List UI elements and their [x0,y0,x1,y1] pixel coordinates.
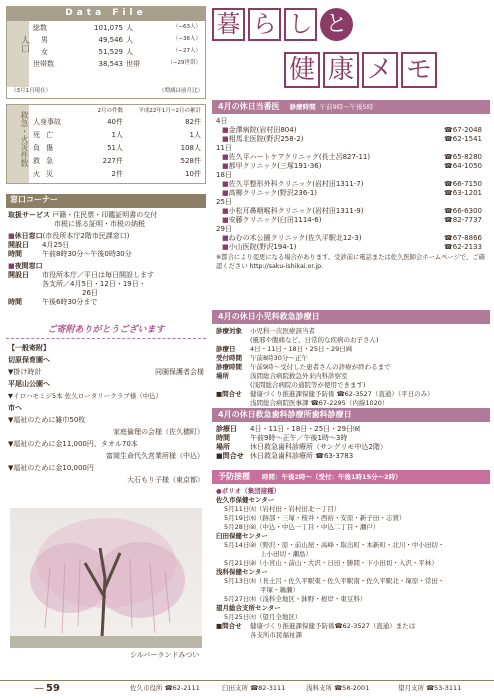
table-row: 総数 101,075 人 （−63人） [33,24,201,32]
page-number: 59 [46,683,60,694]
cherry-tree-photo [10,508,202,648]
note-right: （増減は前月比） [158,88,203,94]
vaccination-section: 予防接種 時間：午後2時〜（受付：午後1時15分〜2時） ●ポリオ（集団接種） 佐久市保健センター 5月11日㈫（岩村田・岩村田北一丁目） 5月19日㈬（跡部・三塚・桜井・西裕・安原・新子田・志賀） 5月28日㈮（中込・中込一丁目・中込二丁目・瀬戸） 臼田保健センター 5月14日㈮（野沢・原・前山屋・高峰・取出町・本新町・北川・中小田切・ 上小田切・瀬島） 5月21日㈮（小宮山・前山・大沢・日田・勝間・下小田切・入沢・平林） 浅科保健センター 5月13日㈭（長土呂・佐久平駅東・佐久平駅南・佐久平駅北・塚原・常田・ 平塚・鵜瀬） 5月27日㈭（浅科全地区・鉢野・根岸・東豆科） 望月総合支所センター 5月25日㈫（望月全地区） ■問合せ 健康づくり推進課保健予防係☎62-3527（直通）または 各支所市民福祉課 [212,470,490,643]
table-row: 救急 227件 528件 [33,157,201,165]
list-item: ▼掛け時計 同園保護者会様 [8,368,204,376]
night-window-title: 夜間窓口 [14,262,43,270]
window-corner-title: 窓口コーナー [6,194,206,208]
pediatric-section: 4月の休日小児科救急診療日 診療対象 小児科一次医療該当者 (風邪や腹痛など、日常的な疾病のお子さん) 診療日 4日・11日・18日・25日・29日㈷ 受付時間 午前8時30分〜正午 診療時間 午前9時〜受付した患者さんの診療が終わるまで 場所 浅間総合病院救急外来内科診察室 (浅間総合病院の通院等が使用できます) ■問合せ 健康づくり推進課保健予防係 ☎62-3527（直通）（平日のみ） 浅間総合病院医事課 ☎67-2295（内線1020） [212,310,490,411]
dental-title: 4月の休日救急歯科診療所歯科診療日 [212,408,490,422]
pediatric-title: 4月の休日小児科救急診療日 [212,310,490,324]
table-row: 人身事故 40件 82件 [33,118,201,126]
list-item: ▼福祉のために金11,000円、タオル70本 [8,440,138,448]
holiday-window-title: 休日窓口 [14,232,43,240]
page-title: 暮 ら し と 健 康 メ モ [212,8,490,94]
dental-section: 4月の休日救急歯科診療所歯科診療日 診療日 4日・11日・18日・25日・29日㈷ 時間 午前9時〜正午／午後1時〜3時 場所 休日救急歯科診療所（サングリモ中込2階） ■問合せ 休日救急歯科診療所 ☎63-3783 [212,408,490,464]
list-item: ▼イロハモミジ5本 佐久ロータリークラブ様（中込） [8,392,163,400]
table-row: 女 51,529 人 （−27人） [41,48,201,56]
table-row: 男 49,546 人 （−36人） [41,36,201,44]
service-label: 取扱サービス [8,211,50,219]
footer: 59 — 佐久市役所 ☎62-2111 臼田支所 ☎82-3111 浅科支所 ☎58-2001 望月支所 ☎53-3111 [0,680,494,696]
vaccination-title: 予防接種 [218,472,250,481]
donation-title: ご寄附ありがとうございます [6,325,206,339]
accident-header: 2月の件数 平成22年1月~2月の累計 [97,108,201,114]
note-left: （3月1日現在） [11,88,51,94]
duty-title: 4月の休日当番医 [218,102,280,111]
table-row: 世帯数 38,543 世帯 （−29世帯） [33,60,201,68]
data-file-panel [6,6,206,99]
window-corner: 窓口コーナー 取扱サービス 戸籍・住民票・印鑑証明書の交付 市税に係る証明・市税の納税 ■休日窓口(市役所本庁2階市民課窓口) 開設日 4月25日 時間 午前8時30分〜午後0時30分 ■夜間窓口 開設日 市役所本庁／平日は毎日開設します 各支所／4月5日・12日・19日・ 26日 時間 午後6時30分まで [6,194,206,307]
accident-panel [6,104,206,184]
population-table [33,24,203,72]
population-label: 人口 [7,21,29,87]
list-item: ▼福祉のために金10,000円 [8,464,94,472]
table-row: 負傷 51人 108人 [33,144,201,152]
photo-caption: シルバーランドみつい [130,651,200,659]
list-item: ▼福祉のために雑巾50枚 [8,416,86,424]
accident-label: 救急・火災件数 [7,105,29,183]
duty-doctors: 4月の休日当番医 診療時間 午前9時〜午後5時 4日 ■金澤病院(岩村田804) ☎67-2048 ■相馬北医院(野沢258-2) ☎62-1541 11日 ■佐久平ハートケアクリニック(長土呂827-11) ☎65-8280 ■都甲クリニック(三塚191-36) ☎64-1050 18日 ■佐久平整形外科クリニック(岩村田1311-7) ☎66-7150 ■高柳クリニック(野沢236-1) ☎63-1201 25日 ■小松耳鼻咽喉科クリニック(岩村田1311-9) ☎66-6300 ■安藤クリニック(臼田1114-6) ☎82-7737 29日 ■ねむの木公園クリニック(佐久平駅北12-3) ☎67-8866 ■小山医院(野沢194-1) ☎62-2133 ※都合により変更になる場合があります。受診前に電話または佐久医師会ホームページで、ご確認ください http://saku-ishikai.or.jp. [212,100,490,274]
data-file-title: Data File [7,7,205,21]
table-row: 火災 2件 10件 [33,170,201,178]
donation-section: ご寄附ありがとうございます 【一般寄附】 切原保育園へ ▼掛け時計 同園保護者会様 平尾山公園へ ▼イロハモミジ5本 佐久ロータリークラブ様（中込） 市へ ▼福祉のために雑巾50枚 家庭倫理の会様（佐久穂町） ▼福祉のために金11,000円、タオル70本 富岡生命代久営業所様（中込） ▼福祉のために金10,000円 大石もり子様（東京都） [8,325,204,484]
table-row: 死亡 1人 1人 [33,131,201,139]
duty-note: ※都合により変更になる場合があります。受診前に電話または佐久医師会ホームページで、ご確認ください http://saku-ishikai.or.jp. [216,254,485,270]
